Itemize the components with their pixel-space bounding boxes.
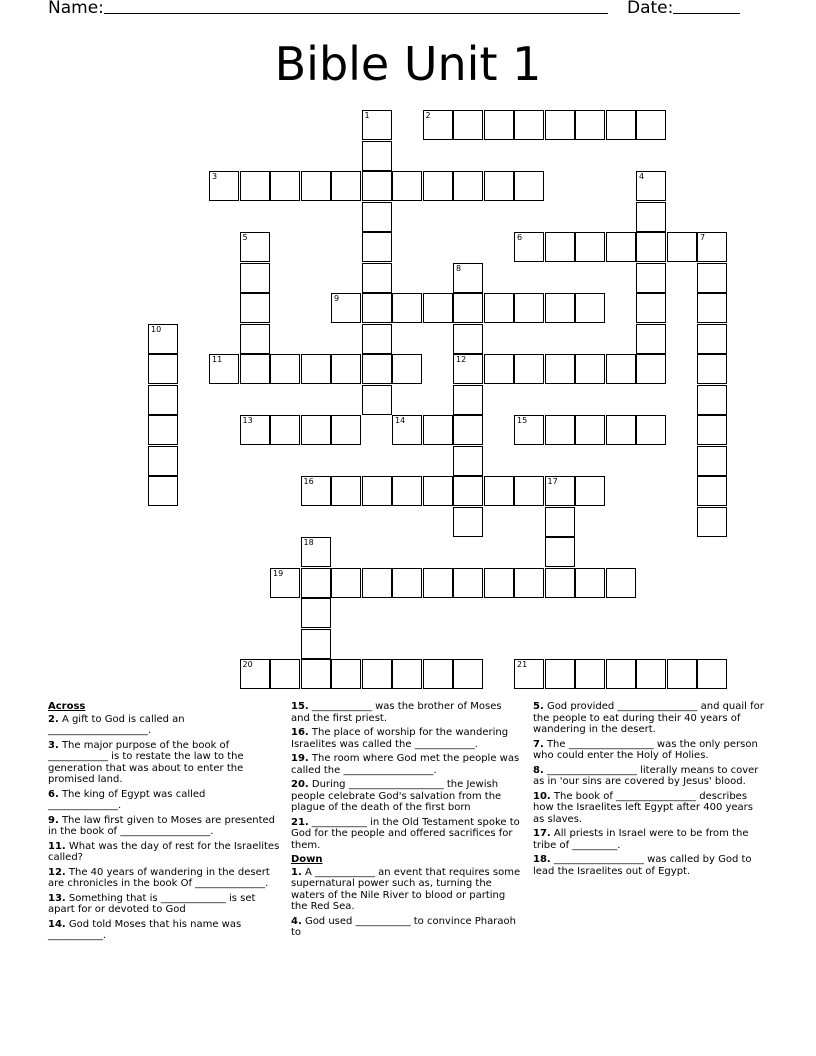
clue-number: 16 [303, 477, 314, 486]
grid-cell[interactable] [545, 568, 575, 598]
grid-cell[interactable] [575, 415, 605, 445]
clue-item-text: A gift to God is called an ____________________. [48, 713, 185, 736]
grid-cell[interactable] [392, 476, 422, 506]
clue-item-text: The king of Egypt was called ______________. [48, 788, 206, 811]
grid-cell[interactable] [545, 354, 575, 384]
grid-cell[interactable] [606, 110, 636, 140]
clue-number: 4 [639, 172, 645, 181]
grid-cell[interactable] [423, 476, 453, 506]
grid-cell[interactable] [209, 354, 239, 384]
clue-column-1 [48, 701, 280, 945]
down-clues-list-continued [533, 701, 765, 877]
grid-cell[interactable] [606, 354, 636, 384]
clue-item [291, 779, 523, 814]
grid-cell[interactable] [575, 568, 605, 598]
clue-number: 18 [303, 538, 314, 547]
clue-item-number: 19. [291, 753, 309, 764]
clue-item-number: 3. [48, 739, 59, 751]
grid-cell[interactable] [301, 354, 331, 384]
grid-cell[interactable] [636, 171, 666, 201]
grid-cell[interactable] [240, 415, 270, 445]
grid-cell[interactable] [697, 232, 727, 262]
grid-cell[interactable] [240, 232, 270, 262]
down-heading: Down [291, 854, 323, 865]
down-clues-list [291, 867, 523, 939]
grid-cell[interactable] [148, 354, 178, 384]
across-clues-list-continued [291, 701, 523, 851]
grid-cell[interactable] [545, 507, 575, 537]
grid-cell[interactable] [331, 293, 361, 323]
grid-cell[interactable] [636, 415, 666, 445]
grid-cell[interactable] [362, 385, 392, 415]
clue-item [48, 867, 280, 890]
grid-cell[interactable] [697, 415, 727, 445]
clue-item [291, 916, 523, 939]
clue-number: 20 [242, 660, 253, 669]
grid-cell[interactable] [636, 110, 666, 140]
grid-cell[interactable] [453, 324, 483, 354]
grid-cell[interactable] [240, 659, 270, 689]
clue-number: 12 [456, 355, 467, 364]
clue-item-text: Something that is _____________ is set apart for or devoted to God [48, 892, 256, 915]
grid-cell[interactable] [362, 659, 392, 689]
clue-item [48, 893, 280, 916]
grid-cell[interactable] [606, 659, 636, 689]
grid-cell[interactable] [697, 263, 727, 293]
grid-cell[interactable] [301, 537, 331, 567]
grid-cell[interactable] [362, 293, 392, 323]
clue-item-text: The place of worship for the wandering Israelites was called the ____________. [291, 727, 509, 750]
grid-cell[interactable] [362, 232, 392, 262]
grid-cell[interactable] [545, 476, 575, 506]
date-line[interactable] [673, 13, 740, 14]
clue-number: 3 [212, 172, 218, 181]
grid-cell[interactable] [331, 171, 361, 201]
grid-cell[interactable] [148, 446, 178, 476]
page-title: Bible Unit 1 [274, 37, 542, 91]
grid-cell[interactable] [270, 659, 300, 689]
grid-cell[interactable] [453, 659, 483, 689]
grid-cell[interactable] [148, 476, 178, 506]
clue-item [48, 740, 280, 786]
grid-cell[interactable] [148, 385, 178, 415]
clue-item-text: God provided ________________ and quail for the people to eat during their 40 years of wandering in the desert. [533, 701, 764, 735]
grid-cell[interactable] [270, 415, 300, 445]
grid-cell[interactable] [697, 385, 727, 415]
grid-cell[interactable] [697, 507, 727, 537]
clue-item-number: 6. [48, 788, 59, 800]
clue-number: 13 [242, 416, 253, 425]
clue-item-text: During ___________________ the Jewish people celebrate God's salvation from the plague of the death of the first born [291, 779, 502, 813]
clue-item-text: __________________ literally means to cover as in 'our sins are covered by Jesus' blood. [533, 764, 759, 787]
grid-cell[interactable] [575, 110, 605, 140]
clue-number: 2 [425, 111, 431, 120]
clue-item-number: 13. [48, 892, 66, 904]
grid-cell[interactable] [545, 232, 575, 262]
clue-item-number: 11. [48, 840, 66, 852]
clue-number: 1 [364, 111, 370, 120]
grid-cell[interactable] [453, 507, 483, 537]
grid-cell[interactable] [392, 354, 422, 384]
grid-cell[interactable] [301, 171, 331, 201]
grid-cell[interactable] [423, 293, 453, 323]
clue-column-3 [533, 701, 765, 880]
clue-item-number: 12. [48, 866, 66, 878]
grid-cell[interactable] [148, 324, 178, 354]
grid-cell[interactable] [606, 568, 636, 598]
grid-cell[interactable] [545, 293, 575, 323]
grid-cell[interactable] [453, 415, 483, 445]
grid-cell[interactable] [240, 324, 270, 354]
grid-cell[interactable] [392, 415, 422, 445]
grid-cell[interactable] [148, 415, 178, 445]
clue-item [291, 727, 523, 750]
grid-cell[interactable] [301, 568, 331, 598]
clue-item-text: The book of ________________ describes how the Israelites left Egypt after 400 years as slaves. [533, 790, 753, 825]
grid-cell[interactable] [636, 202, 666, 232]
clue-item-number: 17. [533, 828, 551, 839]
clue-item-text: The major purpose of the book of ____________ is to restate the law to the generation that was about to enter the promised land. [48, 739, 244, 785]
grid-cell[interactable] [392, 659, 422, 689]
grid-cell[interactable] [636, 293, 666, 323]
clue-item-number: 10. [533, 790, 551, 802]
grid-cell[interactable] [575, 476, 605, 506]
grid-cell[interactable] [697, 324, 727, 354]
grid-cell[interactable] [545, 537, 575, 567]
grid-cell[interactable] [514, 415, 544, 445]
grid-cell[interactable] [423, 415, 453, 445]
grid-cell[interactable] [453, 446, 483, 476]
clue-item-text: A ____________ an event that requires some supernatural power such as, turning the waters of the Nile River to blood or parting the Red Sea. [291, 866, 521, 912]
grid-cell[interactable] [362, 354, 392, 384]
clue-item-number: 1. [291, 866, 302, 878]
grid-cell[interactable] [331, 659, 361, 689]
clue-item-text: The room where God met the people was called the __________________. [291, 753, 520, 776]
clue-item-text: What was the day of rest for the Israelites called? [48, 840, 280, 863]
clue-item-text: ___________ in the Old Testament spoke to God for the people and offered sacrifices for them. [291, 816, 520, 851]
grid-cell[interactable] [362, 141, 392, 171]
name-line[interactable] [104, 13, 608, 14]
grid-cell[interactable] [575, 354, 605, 384]
grid-cell[interactable] [270, 354, 300, 384]
clue-item [48, 789, 280, 812]
clue-item [533, 701, 765, 736]
clue-item-number: 8. [533, 764, 544, 776]
clue-column-2 [291, 701, 523, 942]
clue-item-number: 2. [48, 713, 59, 725]
clue-item-text: God used ___________ to convince Pharaoh to [291, 915, 516, 938]
grid-cell[interactable] [636, 659, 666, 689]
across-clues-list [48, 714, 280, 942]
clue-item [291, 753, 523, 776]
grid-cell[interactable] [392, 568, 422, 598]
grid-cell[interactable] [331, 568, 361, 598]
grid-cell[interactable] [514, 354, 544, 384]
clue-item-number: 15. [291, 701, 309, 712]
date-label: Date: [627, 0, 674, 18]
clue-item-number: 7. [533, 738, 544, 750]
clue-number: 8 [456, 263, 462, 273]
clue-item-number: 21. [291, 816, 309, 828]
grid-cell[interactable] [697, 476, 727, 506]
grid-cell[interactable] [453, 385, 483, 415]
clue-item [48, 714, 280, 737]
grid-cell[interactable] [545, 110, 575, 140]
clue-item [48, 815, 280, 838]
grid-cell[interactable] [697, 659, 727, 689]
grid-cell[interactable] [697, 446, 727, 476]
clue-number: 21 [517, 660, 528, 669]
grid-cell[interactable] [575, 293, 605, 323]
clue-item [533, 739, 765, 762]
clue-item [291, 701, 523, 724]
clue-item-text: The _________________ was the only person who could enter the Holy of Holies. [533, 738, 758, 761]
clue-number: 7 [700, 233, 706, 242]
grid-cell[interactable] [301, 598, 331, 628]
clue-item-number: 20. [291, 779, 309, 790]
grid-cell[interactable] [575, 659, 605, 689]
grid-cell[interactable] [514, 110, 544, 140]
grid-cell[interactable] [453, 293, 483, 323]
grid-cell[interactable] [331, 476, 361, 506]
clue-item-number: 5. [533, 701, 544, 712]
clue-item-text: God told Moses that his name was ___________. [48, 918, 242, 941]
clue-item-text: All priests in Israel were to be from the tribe of _________. [533, 828, 749, 851]
clue-number: 15 [517, 416, 528, 425]
grid-cell[interactable] [301, 415, 331, 445]
clue-number: 19 [273, 568, 284, 578]
grid-cell[interactable] [453, 171, 483, 201]
clue-item-text: The law first given to Moses are presented in the book of __________________. [48, 814, 275, 837]
grid-cell[interactable] [484, 293, 514, 323]
grid-cell[interactable] [270, 171, 300, 201]
grid-cell[interactable] [301, 659, 331, 689]
grid-cell[interactable] [423, 171, 453, 201]
grid-cell[interactable] [362, 171, 392, 201]
clue-item [48, 841, 280, 864]
grid-cell[interactable] [484, 171, 514, 201]
clue-item [291, 817, 523, 852]
clue-item-text: __________________ was called by God to lead the Israelites out of Egypt. [533, 854, 752, 877]
grid-cell[interactable] [331, 354, 361, 384]
grid-cell[interactable] [514, 568, 544, 598]
clue-number: 6 [517, 233, 523, 242]
grid-cell[interactable] [514, 659, 544, 689]
grid-cell[interactable] [362, 568, 392, 598]
grid-cell[interactable] [331, 415, 361, 445]
clue-item [533, 828, 765, 851]
clue-item-number: 14. [48, 918, 66, 930]
clue-item-text: ____________ was the brother of Moses and the first priest. [291, 701, 502, 724]
clue-item [533, 791, 765, 826]
grid-cell[interactable] [362, 202, 392, 232]
grid-cell[interactable] [667, 659, 697, 689]
name-label: Name: [48, 0, 104, 18]
clue-item [291, 867, 523, 913]
grid-cell[interactable] [453, 110, 483, 140]
clue-number: 10 [151, 324, 162, 334]
grid-cell[interactable] [453, 354, 483, 384]
grid-cell[interactable] [240, 293, 270, 323]
grid-cell[interactable] [362, 110, 392, 140]
grid-cell[interactable] [392, 171, 422, 201]
clue-item-text: The 40 years of wandering in the desert are chronicles in the book Of ______________. [48, 866, 270, 889]
grid-cell[interactable] [362, 476, 392, 506]
grid-cell[interactable] [484, 476, 514, 506]
grid-cell[interactable] [301, 476, 331, 506]
grid-cell[interactable] [606, 232, 636, 262]
grid-cell[interactable] [697, 293, 727, 323]
clue-number: 5 [242, 233, 248, 242]
clue-number: 14 [395, 416, 406, 425]
grid-cell[interactable] [514, 476, 544, 506]
grid-cell[interactable] [453, 476, 483, 506]
grid-cell[interactable] [636, 263, 666, 293]
header [0, 0, 816, 20]
across-heading: Across [48, 701, 86, 712]
clue-item [533, 854, 765, 877]
clue-item [48, 919, 280, 942]
grid-cell[interactable] [423, 110, 453, 140]
grid-cell[interactable] [484, 110, 514, 140]
clue-item-number: 4. [291, 915, 302, 927]
grid-cell[interactable] [392, 293, 422, 323]
grid-cell[interactable] [514, 293, 544, 323]
grid-cell[interactable] [240, 171, 270, 201]
grid-cell[interactable] [514, 232, 544, 262]
grid-cell[interactable] [423, 659, 453, 689]
grid-cell[interactable] [514, 171, 544, 201]
clue-number: 11 [212, 355, 223, 364]
grid-cell[interactable] [636, 232, 666, 262]
clue-number: 17 [547, 477, 558, 486]
grid-cell[interactable] [423, 568, 453, 598]
grid-cell[interactable] [484, 354, 514, 384]
grid-cell[interactable] [636, 324, 666, 354]
grid-cell[interactable] [270, 568, 300, 598]
grid-cell[interactable] [575, 232, 605, 262]
grid-cell[interactable] [697, 354, 727, 384]
grid-cell[interactable] [545, 415, 575, 445]
grid-cell[interactable] [240, 354, 270, 384]
grid-cell[interactable] [453, 263, 483, 293]
grid-cell[interactable] [667, 232, 697, 262]
clue-item [533, 765, 765, 788]
grid-cell[interactable] [484, 568, 514, 598]
grid-cell[interactable] [606, 415, 636, 445]
clue-number: 9 [334, 294, 340, 303]
grid-cell[interactable] [362, 263, 392, 293]
clue-item-number: 18. [533, 854, 551, 865]
grid-cell[interactable] [362, 324, 392, 354]
grid-cell[interactable] [301, 629, 331, 659]
grid-cell[interactable] [209, 171, 239, 201]
clue-item-number: 16. [291, 727, 309, 738]
grid-cell[interactable] [240, 263, 270, 293]
grid-cell[interactable] [636, 354, 666, 384]
grid-cell[interactable] [545, 659, 575, 689]
clue-item-number: 9. [48, 814, 59, 826]
grid-cell[interactable] [453, 568, 483, 598]
